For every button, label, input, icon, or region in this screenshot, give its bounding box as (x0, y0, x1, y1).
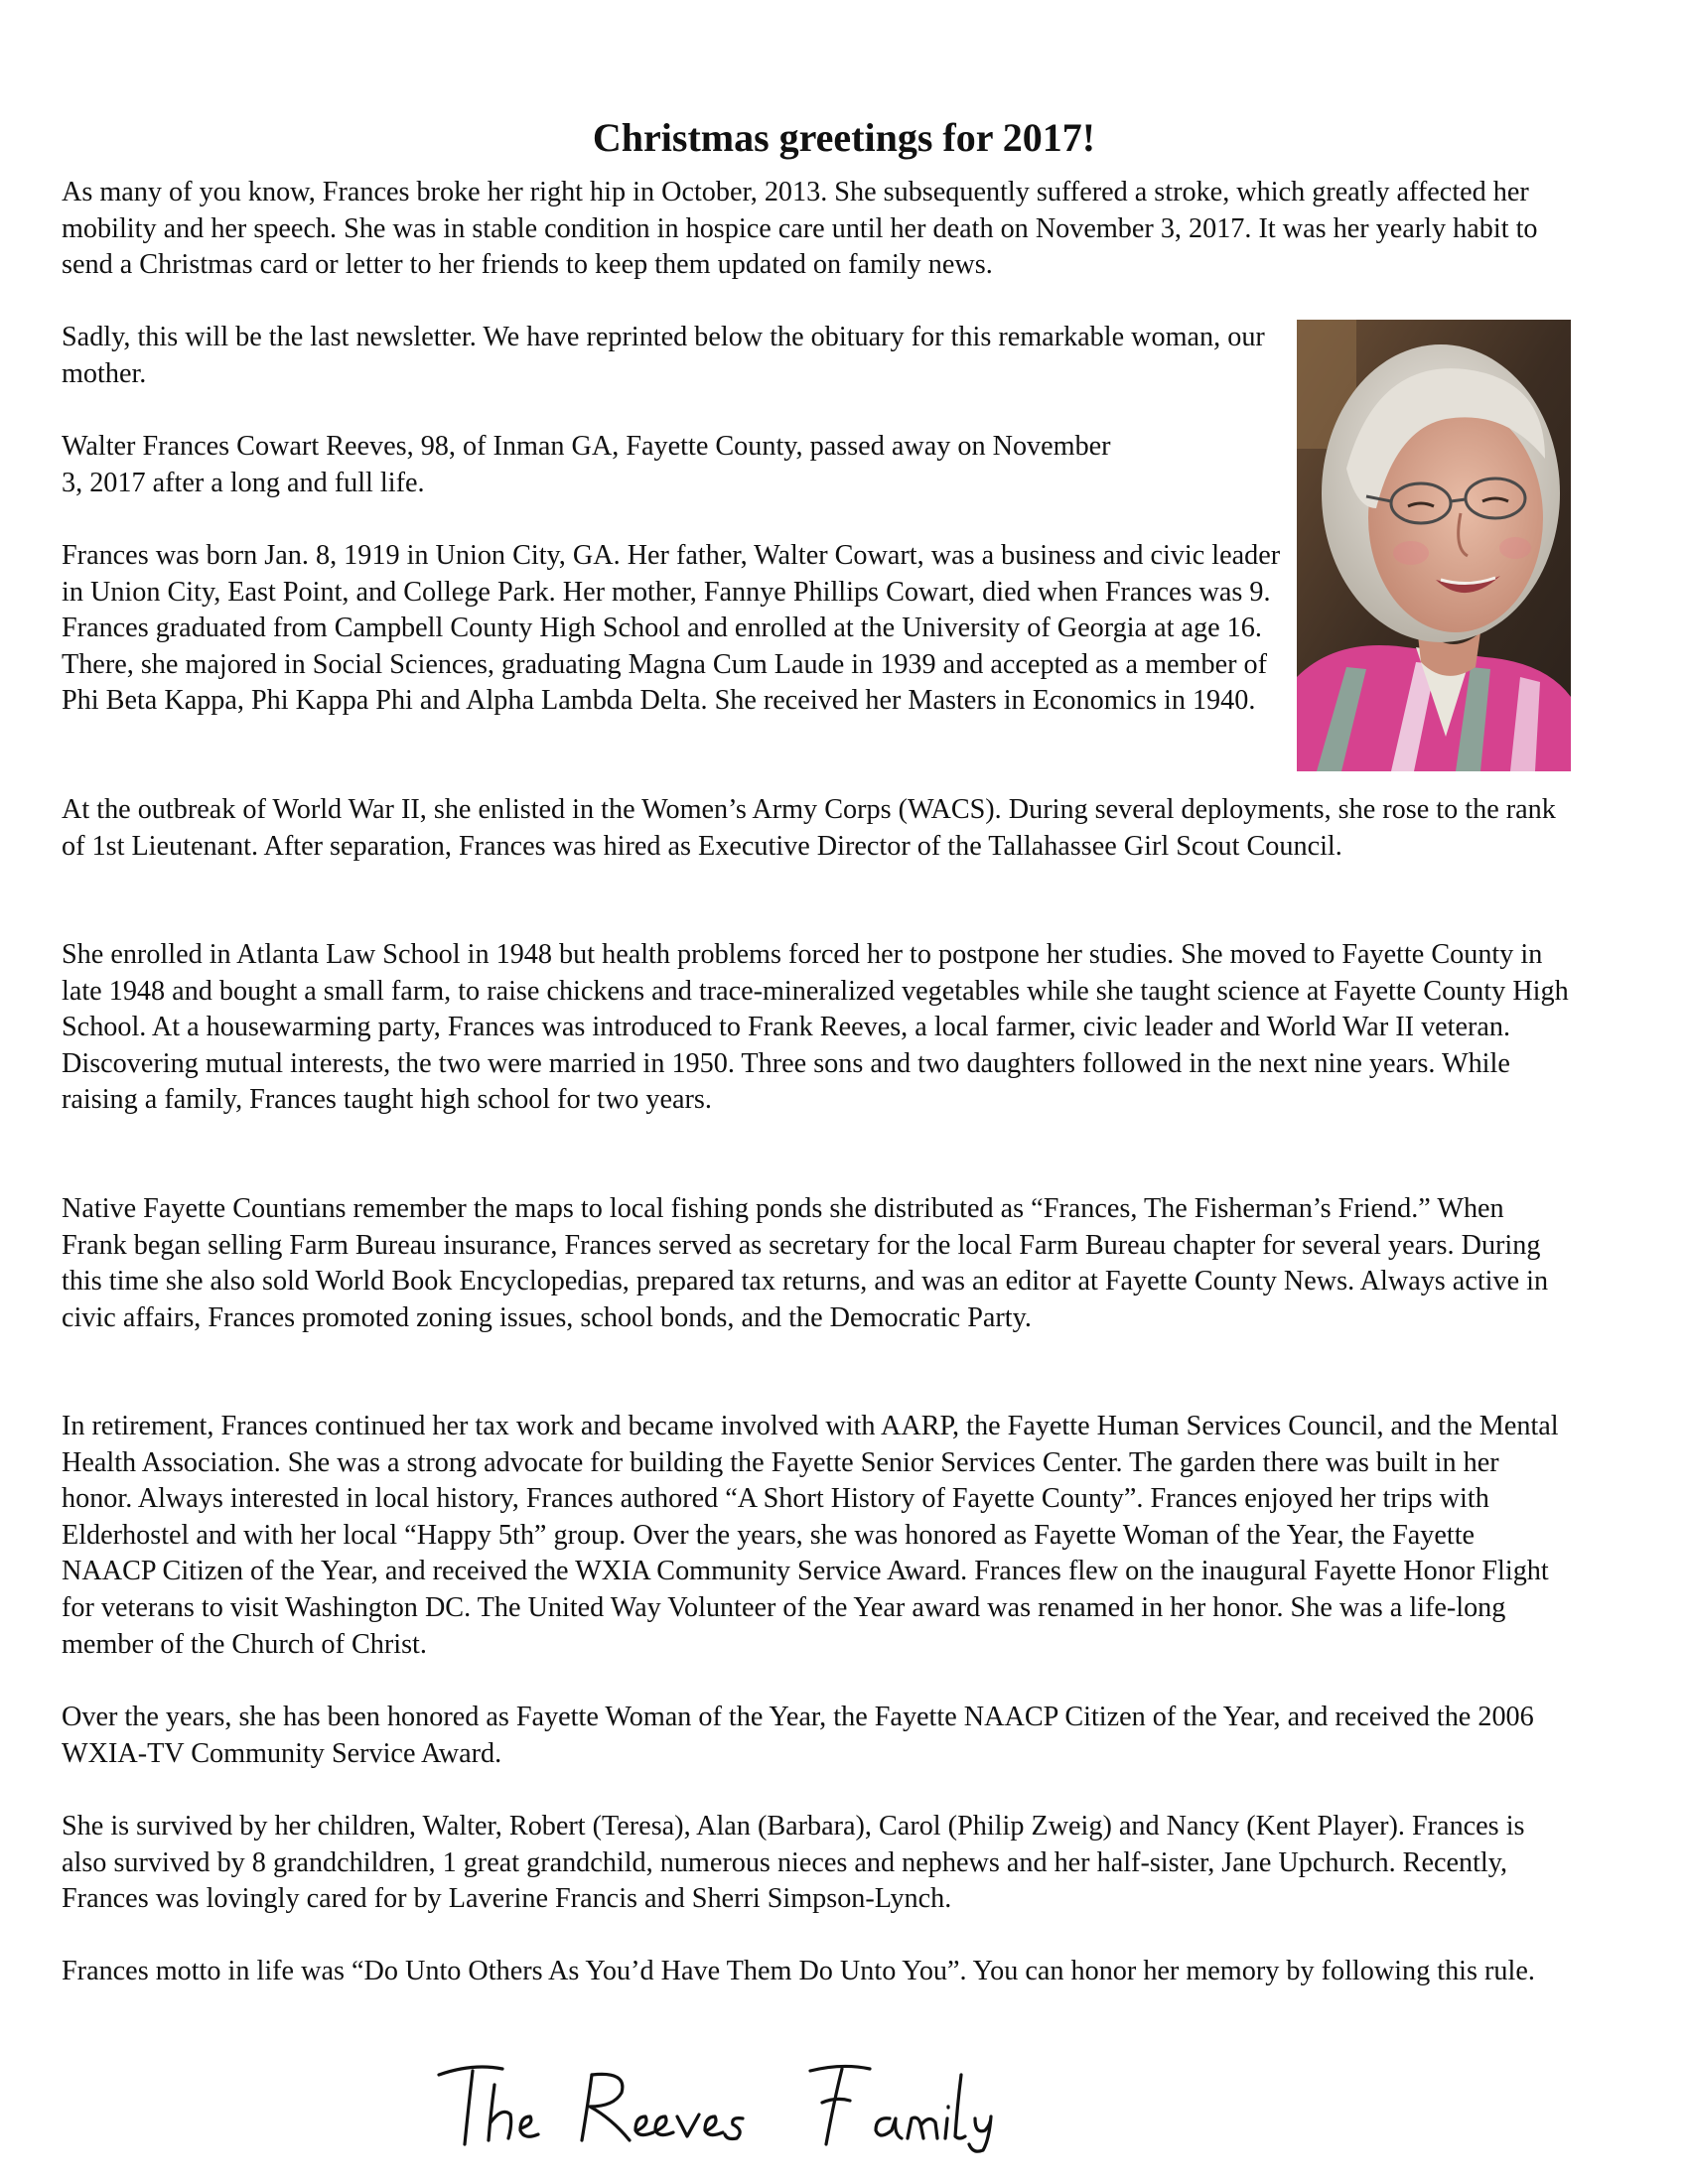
paragraph-law-school: She enrolled in Atlanta Law School in 1948 but health problems forced her to postpone her studies. She moved to Fayette County in late 1948 and bought a small farm, to raise chickens and trace-mineralized vegetables while she taught science at Fayette County High School. At a housewarming party, Frances was introduced to Frank Reeves, a local farmer, civic leader and World War II veteran. Discovering mutual interests, the two were married in 1950. Three sons and two daughters followed in the next nine years. While raising a family, Frances taught high school for two years. (62, 939, 1569, 1116)
paragraph-world-war: At the outbreak of World War II, she enlisted in the Women’s Army Corps (WACS). During several deployments, she rose to the rank of 1st Lieutenant. After separation, Frances was hired as Executive Director of the Tallahassee Girl Scout Council. (62, 794, 1556, 862)
paragraph-honors: Over the years, she has been honored as Fayette Woman of the Year, the Fayette NAACP Citizen of the Year, and received the 2006 WXIA-TV Community Service Award. (62, 1702, 1534, 1769)
paragraph-early-life: Frances was born Jan. 8, 1919 in Union City, GA. Her father, Walter Cowart, was a business and civic leader in Union City, East Point, and College Park. Her mother, Fannye Phillips Cowart, died when Frances was 9. Frances graduated from Campbell County High School and enrolled at the University of Georgia at age 16. There, she majored in Social Sciences, graduating Magna Cum Laude in 1939 and accepted as a member of Phi Beta Kappa, Phi Kappa Phi and Alpha Lambda Delta. She received her Masters in Economics in 1940. (62, 540, 1281, 717)
paragraph-fisherman: Native Fayette Countians remember the maps to local fishing ponds she distributed as “Frances, The Fisherman’s Friend.” When Frank began selling Farm Bureau insurance, Frances served as secretary for the local Farm Bureau chapter for several years. During this time she also sold World Book Encyclopedias, prepared tax returns, and was an editor at Fayette County News. Always active in civic affairs, Frances promoted zoning issues, school bonds, and the Democratic Party. (62, 1193, 1549, 1333)
paragraph-survivors: She is survived by her children, Walter, Robert (Teresa), Alan (Barbara), Carol (Philip Zweig) and Nancy (Kent Player). Frances is also survived by 8 grandchildren, 1 great grandchild, numerous nieces and nephews and her half-sister, Jane Upchurch. Recently, Frances was lovingly cared for by Laverine Francis and Sherri Simpson-Lynch. (62, 1811, 1525, 1915)
paragraph-intro: As many of you know, Frances broke her right hip in October, 2013. She subsequently suffered a stroke, which greatly affected her mobility and her speech. She was in stable condition in hospice care until her death on November 3, 2017. It was her yearly habit to send a Christmas card or letter to her friends to keep them updated on family news. (62, 177, 1538, 281)
page-title: Christmas greetings for 2017! (592, 114, 1096, 160)
handwritten-signature (433, 2045, 1029, 2154)
paragraph-obituary-lead: Walter Frances Cowart Reeves, 98, of Inman GA, Fayette County, passed away on November 3, 2017 after a long and full life. (62, 431, 1111, 498)
portrait-photo (1297, 320, 1571, 771)
paragraph-retirement: In retirement, Frances continued her tax work and became involved with AARP, the Fayette Human Services Council, and the Mental Health Association. She was a strong advocate for building the Fayette Senior Services Center. The garden there was built in her honor. Always interested in local history, Frances authored “A Short History of Fayette County”. Frances enjoyed her trips with Elderhostel and with her local “Happy 5th” group. Over the years, she was honored as Fayette Woman of the Year, the Fayette NAACP Citizen of the Year, and received the WXIA Community Service Award. Frances flew on the inaugural Fayette Honor Flight for veterans to visit Washington DC. The United Way Volunteer of the Year award was renamed in her honor. She was a life-long member of the Church of Christ. (62, 1411, 1559, 1660)
paragraph-motto: Frances motto in life was “Do Unto Others As You’d Have Them Do Unto You”. You can honor her memory by following this rule. (62, 1956, 1535, 1986)
paragraph-last-newsletter: Sadly, this will be the last newsletter. We have reprinted below the obituary for this remarkable woman, our mother. (62, 322, 1265, 389)
